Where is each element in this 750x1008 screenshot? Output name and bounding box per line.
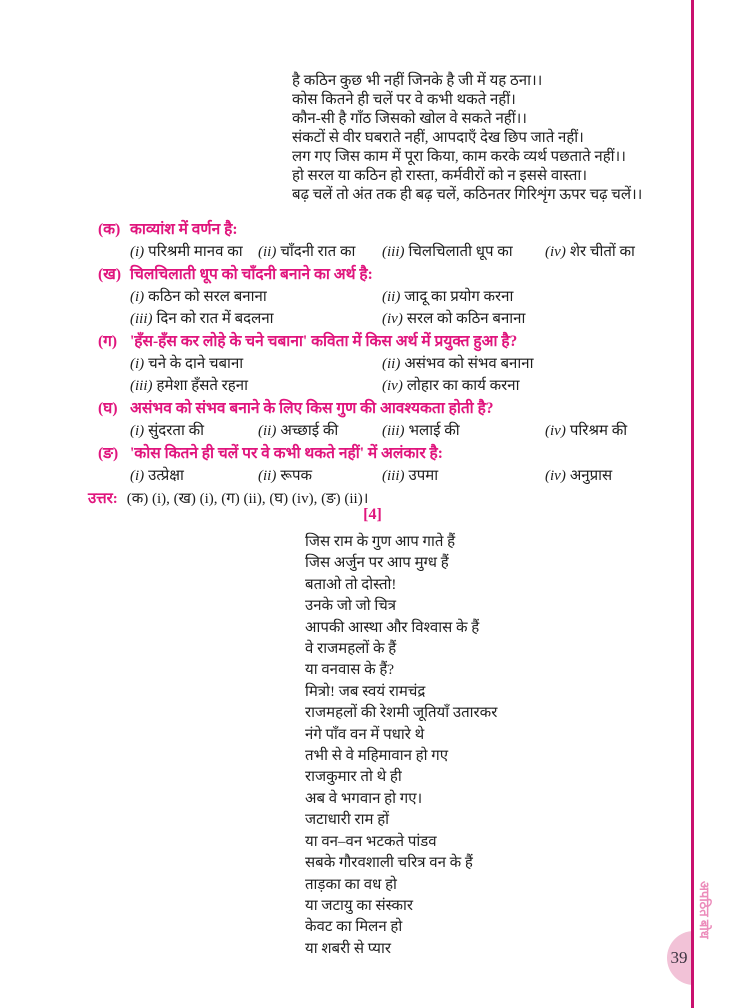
question-label: (ग) bbox=[98, 333, 118, 350]
poem-line: ताड़का का वध हो bbox=[305, 876, 397, 893]
question-text: 'कोस कितने ही चलें पर वे कभी थकते नहीं' में अलंकार है: bbox=[130, 445, 443, 462]
option bbox=[130, 308, 382, 330]
option-text: लोहार का कार्य करना bbox=[406, 378, 520, 394]
option bbox=[382, 353, 706, 375]
poem-line: बढ़ चलें तो अंत तक ही बढ़ चलें, कठिनतर गिरिशृंग ऊपर चढ़ चलें।। bbox=[292, 187, 643, 203]
option bbox=[382, 420, 545, 442]
question-label: (ङ) bbox=[98, 445, 119, 462]
option-marker: (iv) bbox=[382, 378, 403, 394]
option-text: अच्छाई की bbox=[280, 423, 339, 439]
option bbox=[545, 420, 706, 442]
option-marker: (iii) bbox=[130, 378, 153, 394]
poem-line: आपकी आस्था और विश्वास के हैं bbox=[305, 619, 480, 636]
option-text: परिश्रमी मानव का bbox=[148, 244, 243, 260]
poem-line: जिस राम के गुण आप गाते हैं bbox=[305, 534, 456, 550]
question-heading bbox=[98, 264, 706, 286]
option-marker: (i) bbox=[130, 244, 145, 260]
option bbox=[130, 420, 258, 442]
poem-line: या वन–वन भटकते पांडव bbox=[305, 833, 437, 850]
poem-line: उनके जो जो चित्र bbox=[305, 598, 397, 615]
option-text: सरल को कठिन बनाना bbox=[406, 311, 526, 327]
question-block-ga bbox=[98, 331, 706, 397]
answer-label: उत्तर: bbox=[88, 491, 118, 507]
poem-line: नंगे पाँव वन में पधारे थे bbox=[305, 726, 425, 743]
option-marker: (i) bbox=[130, 423, 145, 439]
chapter-side-tab: अपठित बोध bbox=[697, 881, 712, 939]
poem-line: या शबरी से प्यार bbox=[305, 940, 391, 957]
option bbox=[382, 308, 706, 330]
question-block-ka bbox=[98, 219, 706, 263]
options-row bbox=[98, 241, 706, 263]
page-edge-rule bbox=[691, 0, 694, 1008]
option-marker: (ii) bbox=[382, 356, 401, 372]
question-block-kha bbox=[98, 264, 706, 330]
option-marker: (i) bbox=[130, 468, 145, 484]
option-text: उत्प्रेक्षा bbox=[148, 468, 184, 484]
poem-line: संकटों से वीर घबराते नहीं, आपदाएँ देख छिप जाते नहीं। bbox=[292, 130, 584, 146]
option-text: चने के दाने चबाना bbox=[148, 356, 244, 372]
option-text: हमेशा हँसते रहना bbox=[156, 378, 248, 394]
questions-section bbox=[88, 219, 706, 510]
poem-line: कौन-सी है गाँठ जिसको खोल वे सकते नहीं।। bbox=[292, 111, 527, 127]
option-marker: (iii) bbox=[382, 423, 405, 439]
poem-line: राजमहलों की रेशमी जूतियाँ उतारकर bbox=[305, 705, 498, 722]
poem-line: बताओ तो दोस्तो! bbox=[305, 576, 397, 593]
question-label: (घ) bbox=[98, 400, 118, 417]
poem-line: राजकुमार तो थे ही bbox=[305, 769, 402, 786]
options-row bbox=[98, 308, 706, 330]
option-marker: (iii) bbox=[382, 468, 405, 484]
option bbox=[258, 241, 382, 263]
question-text: चिलचिलाती धूप को चाँदनी बनाने का अर्थ है: bbox=[130, 266, 373, 283]
option-text: सुंदरता की bbox=[148, 423, 205, 439]
option-text: रूपक bbox=[280, 468, 313, 484]
page-number: 39 bbox=[670, 948, 688, 967]
section-number-marker: [4] bbox=[363, 506, 382, 523]
answer-text: (क) (i), (ख) (i), (ग) (ii), (घ) (iv), (ङ) (ii)। bbox=[126, 491, 369, 507]
poem-line: है कठिन कुछ भी नहीं जिनके है जी में यह ठना।। bbox=[292, 73, 543, 89]
option-text: जादू का प्रयोग करना bbox=[404, 289, 514, 305]
option bbox=[545, 465, 706, 487]
option bbox=[130, 465, 258, 487]
option bbox=[130, 375, 382, 397]
question-label: (ख) bbox=[98, 266, 122, 283]
option-text: शेर चीतों का bbox=[569, 244, 635, 260]
option-marker: (i) bbox=[130, 356, 145, 372]
poem-line: हो सरल या कठिन हो रास्ता, कर्मवीरों को न इससे वास्ता। bbox=[292, 168, 588, 184]
question-text: 'हँस-हँस कर लोहे के चने चबाना' कविता में किस अर्थ में प्रयुक्त हुआ है? bbox=[130, 333, 518, 350]
option bbox=[382, 465, 545, 487]
option bbox=[130, 241, 258, 263]
question-block-gha bbox=[98, 398, 706, 442]
question-heading bbox=[98, 219, 706, 241]
option-marker: (iii) bbox=[382, 244, 405, 260]
poem-line: जिस अर्जुन पर आप मुग्ध हैं bbox=[305, 555, 449, 572]
question-heading bbox=[98, 398, 706, 420]
option-text: कठिन को सरल बनाना bbox=[148, 289, 267, 305]
option-marker: (ii) bbox=[258, 244, 277, 260]
option-text: अनुप्रास bbox=[569, 468, 613, 484]
poem-line: लग गए जिस काम में पूरा किया, काम करके व्यर्थ पछताते नहीं।। bbox=[292, 149, 626, 165]
question-text: असंभव को संभव बनाने के लिए किस गुण की आवश्यकता होती है? bbox=[130, 400, 494, 417]
question-heading bbox=[98, 331, 706, 353]
poem-line: अब वे भगवान हो गए। bbox=[305, 790, 423, 807]
question-block-nga bbox=[98, 443, 706, 487]
options-row bbox=[98, 286, 706, 308]
poem-line: या जटायु का संस्कार bbox=[305, 897, 414, 914]
option-text: दिन को रात में बदलना bbox=[156, 311, 274, 327]
poem-line: वे राजमहलों के हैं bbox=[305, 641, 397, 658]
option-marker: (iv) bbox=[545, 244, 566, 260]
option-text: असंभव को संभव बनाना bbox=[404, 356, 534, 372]
poem-line: या वनवास के हैं? bbox=[305, 662, 395, 679]
question-label: (क) bbox=[98, 221, 121, 238]
option-marker: (ii) bbox=[382, 289, 401, 305]
option bbox=[258, 465, 382, 487]
option-marker: (iv) bbox=[545, 468, 566, 484]
option-marker: (i) bbox=[130, 289, 145, 305]
option-text: भलाई की bbox=[408, 423, 460, 439]
poem-line: सबके गौरवशाली चरित्र वन के हैं bbox=[305, 855, 473, 872]
option-text: परिश्रम की bbox=[569, 423, 628, 439]
option-text: उपमा bbox=[408, 468, 439, 484]
option bbox=[130, 286, 382, 308]
poem-line: जटाधारी राम हों bbox=[305, 812, 390, 829]
option-marker: (iv) bbox=[382, 311, 403, 327]
options-row bbox=[98, 353, 706, 375]
question-heading bbox=[98, 443, 706, 465]
poem-passage-2 bbox=[305, 532, 497, 960]
option bbox=[258, 420, 382, 442]
poem-passage-1 bbox=[292, 72, 642, 205]
option bbox=[130, 353, 382, 375]
options-row bbox=[98, 420, 706, 442]
option-marker: (iii) bbox=[130, 311, 153, 327]
option bbox=[382, 375, 706, 397]
option-marker: (iv) bbox=[545, 423, 566, 439]
option-text: चिलचिलाती धूप का bbox=[408, 244, 513, 260]
poem-line: तभी से वे महिमावान हो गए bbox=[305, 748, 449, 765]
option-marker: (ii) bbox=[258, 423, 277, 439]
option-marker: (ii) bbox=[258, 468, 277, 484]
options-row bbox=[98, 465, 706, 487]
poem-line: कोस कितने ही चलें पर वे कभी थकते नहीं। bbox=[292, 92, 516, 108]
options-row bbox=[98, 375, 706, 397]
option bbox=[382, 241, 545, 263]
option-text: चाँदनी रात का bbox=[280, 244, 356, 260]
poem-line: मित्रो! जब स्वयं रामचंद्र bbox=[305, 683, 426, 700]
question-text: काव्यांश में वर्णन है: bbox=[130, 221, 238, 238]
option bbox=[382, 286, 706, 308]
option bbox=[545, 241, 706, 263]
poem-line: केवट का मिलन हो bbox=[305, 919, 403, 936]
